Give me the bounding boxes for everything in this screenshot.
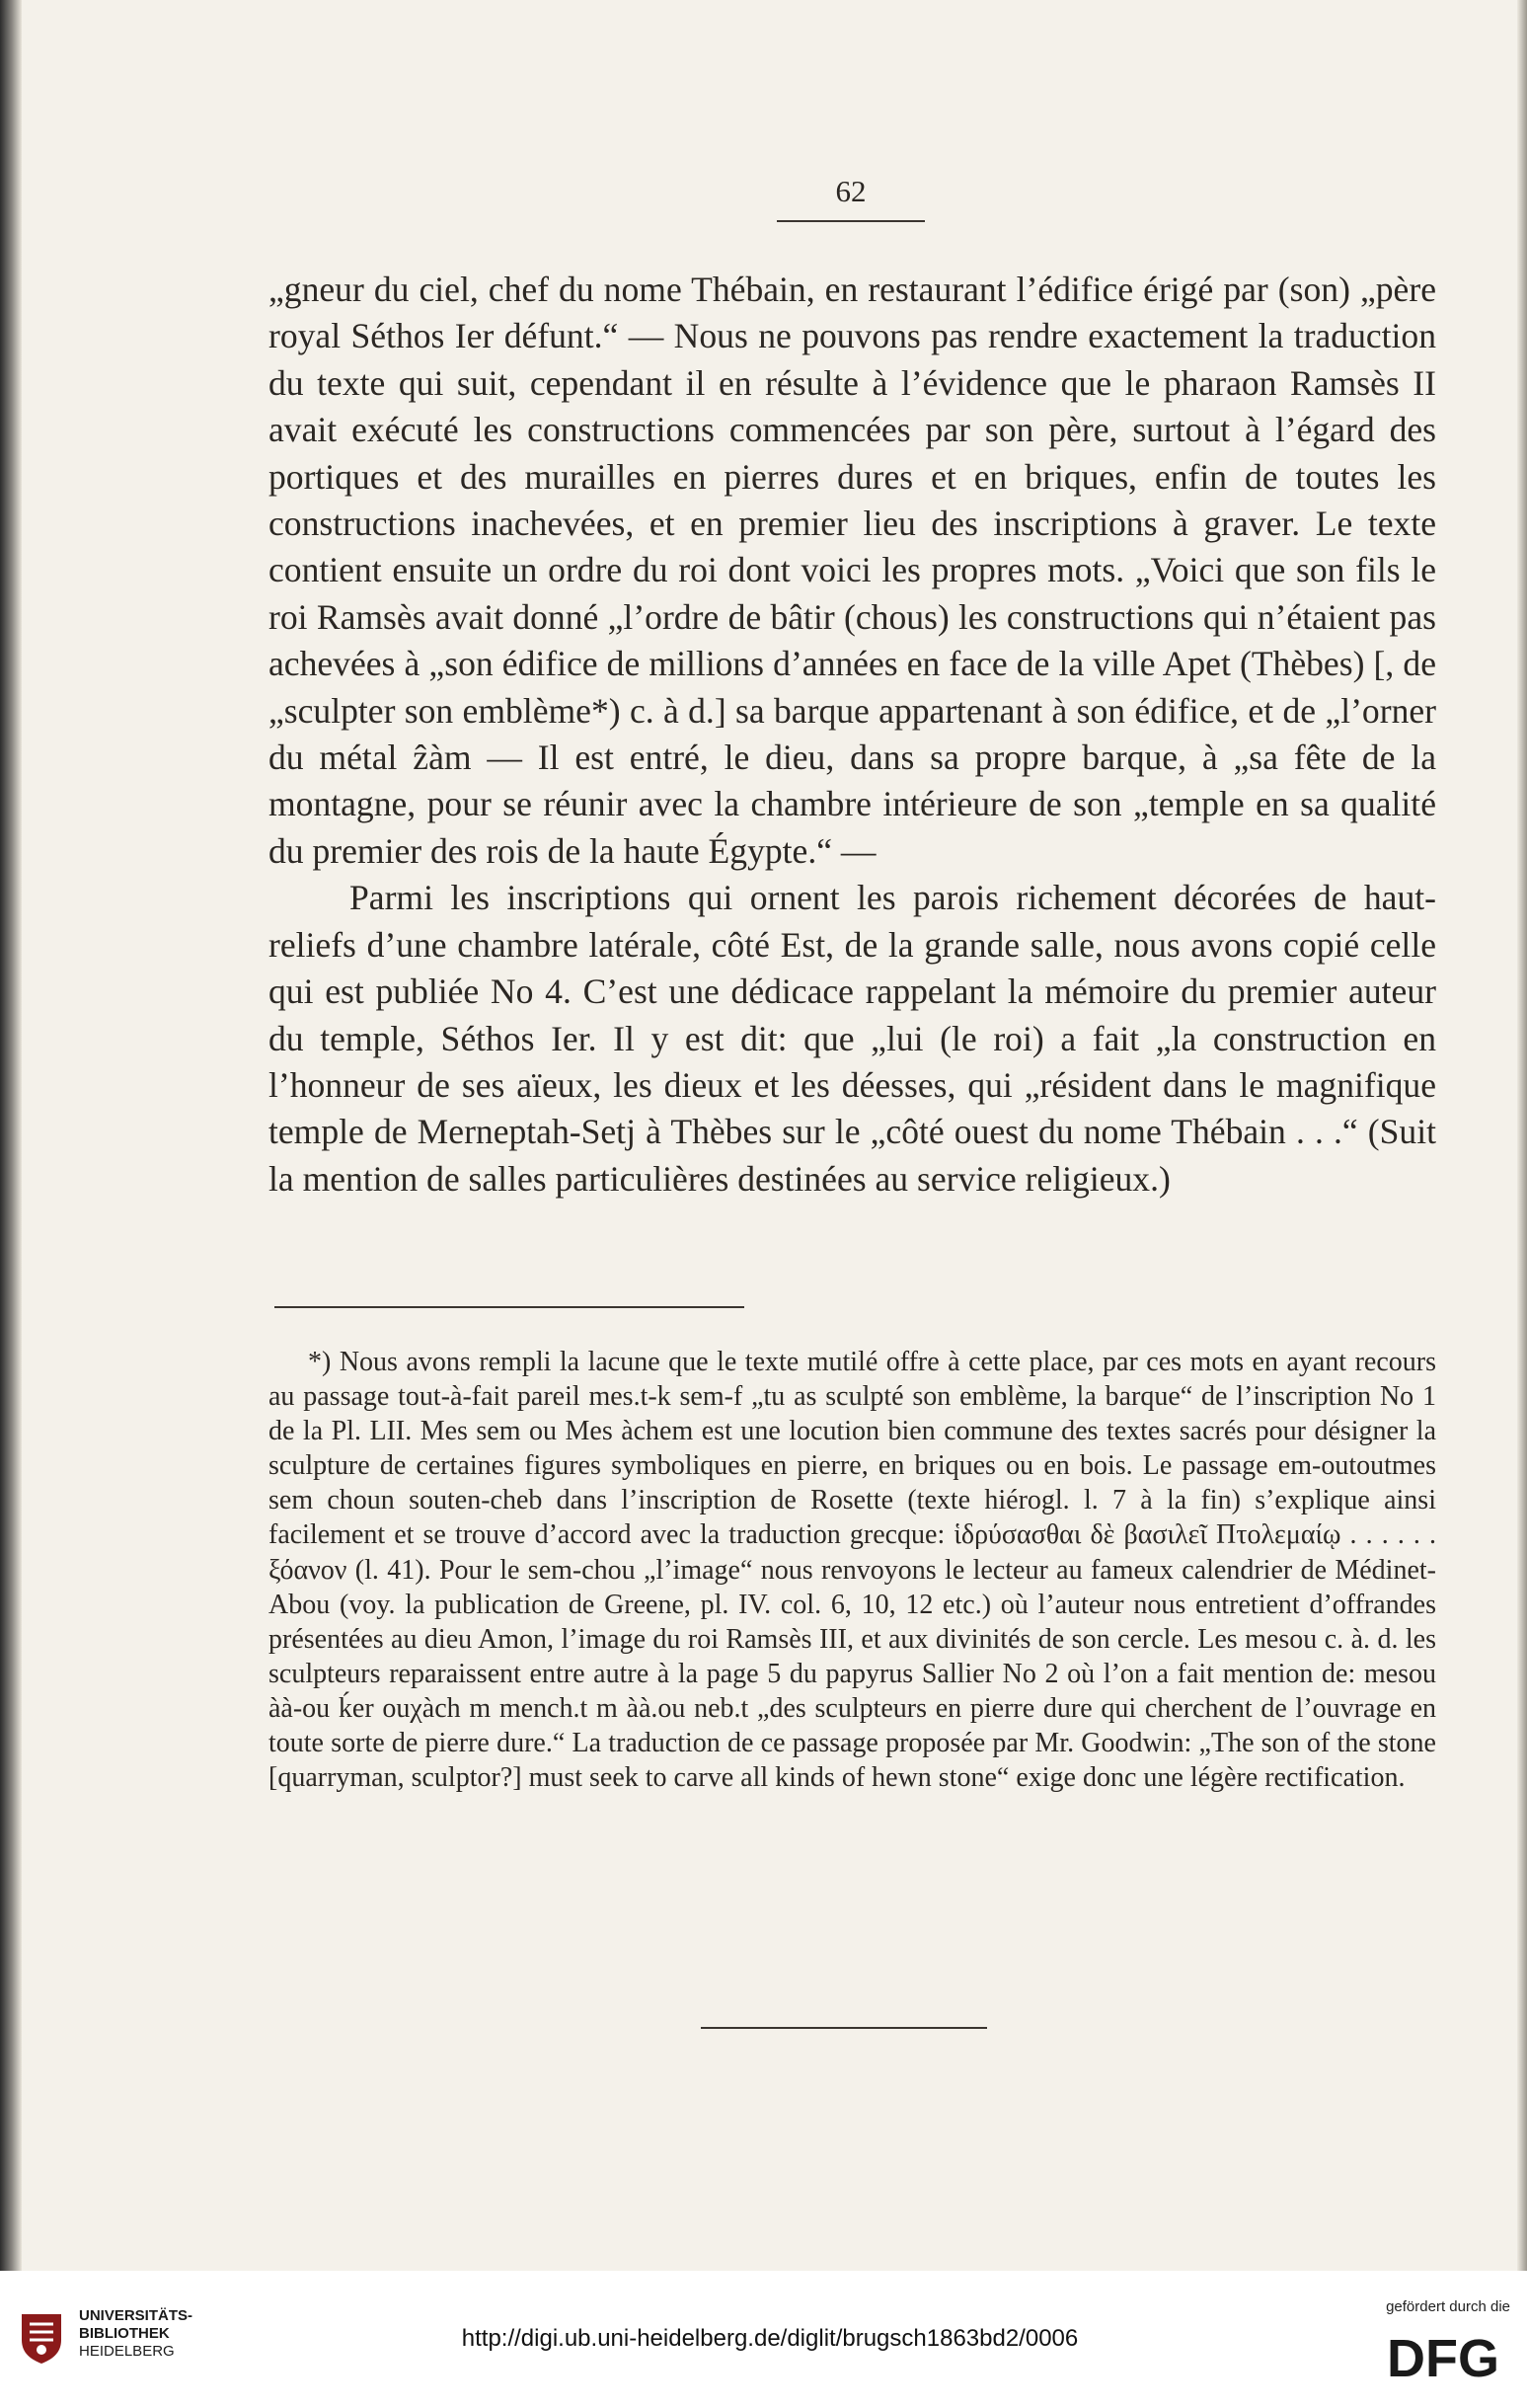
dfg-logo-icon [1377, 2325, 1510, 2384]
paragraph-2: Parmi les inscriptions qui ornent les parois richement décorées de haut-reliefs d’une chambre latérale, côté Est, de la grande salle, nous avons copié celle qui est publiée No 4. C’est une dédicace rappelant la mémoire du premier auteur du temple, Séthos Ier. Il y est dit: que „lui (le roi) a fait „la construction en l’honneur de ses aïeux, les dieux et les déesses, qui „résident dans le magnifique temple de Merneptah-Setj à Thèbes sur le „côté ouest du nome Thébain . . .“ (Suit la mention de salles particulières destinées au service religieux.) [268, 878, 1436, 1199]
funding-label: gefördert durch die [1386, 2298, 1510, 2315]
page-edge-shadow-right [1517, 0, 1527, 2271]
end-rule [701, 2027, 987, 2029]
institution-label [79, 2307, 237, 2361]
institution-line-2: BIBLIOTHEK [79, 2325, 170, 2342]
dfg-logo-text: DFG [1387, 2329, 1499, 2384]
footnote-text: *) Nous avons rempli la lacune que le texte mutilé offre à cette place, par ces mots en ayant recours au passage tout-à-fait pareil mes.t-k sem-f „tu as sculpté son emblème, la barque“ de l’inscription No 1 de la Pl. LII. Mes sem ou Mes àchem est une locution bien commune des textes sacrés pour désigner la sculpture de certaines figures symboliques en pierre, en briques ou en bois. Le passage em-outoutmes sem choun souten-cheb dans l’inscription de Rosette (texte hiérogl. l. 7 à la fin) s’explique ainsi facilement et se trouve d’accord avec la traduction grecque: ἱδρύσασθαι δὲ βασιλεῖ Πτολεμαίῳ . . . . . . ξόανον (l. 41). Pour le sem-chou „l’image“ nous renvoyons le lecteur au fameux calendrier de Médinet-Abou (voy. la publication de Greene, pl. IV. col. 6, 10, 12 etc.) où l’auteur nous entretient d’offrandes présentées au dieu Amon, l’image du roi Ramsès III, et aux divinités de son cercle. Les mesou c. à. d. les sculpteurs reparaissent entre autre à la page 5 du papyrus Sallier No 2 où l’on a fait mention de: mesou àà-ou ḱer ouχàch m mench.t m àà.ou neb.t „des sculpteurs en pierre dure qui cherchent de l’ouvrage en toute sorte de pierre dure.“ La traduction de ce passage proposée par Mr. Goodwin: „The son of the stone [quarryman, sculptor?] must seek to carve all kinds of hewn stone“ exige donc une légère rectification. [268, 1347, 1436, 1794]
page-edge-shadow-left [0, 0, 22, 2271]
page-number: 62 [835, 174, 867, 208]
paragraph-1: „gneur du ciel, chef du nome Thébain, en restaurant l’édifice érigé par (son) „père royal Séthos Ier défunt.“ — Nous ne pouvons pas rendre exactement la traduction du texte qui suit, cependant il en résulte à l’évidence que le pharaon Ramsès II avait exécuté les constructions commencées par son père, surtout à l’égard des portiques et des murailles en pierres dures et en briques, enfin de toutes les constructions inachevées, et en premier lieu des inscriptions à graver. Le texte contient ensuite un ordre du roi dont voici les propres mots. „Voici que son fils le roi Ramsès avait donné „l’ordre de bâtir (chous) les constructions qui n’étaient pas achevées à „son édifice de millions d’années en face de la ville Apet (Thèbes) [, de „sculpter son emblème*) c. à d.] sa barque appartenant à son édifice, et de „l’orner du métal ẑàm — Il est entré, le dieu, dans sa propre barque, à „sa fête de la montagne, pour se réunir avec la chambre intérieure de son „temple en sa qualité du premier des rois de la haute Égypte.“ — [268, 270, 1436, 871]
header-rule [777, 220, 925, 222]
footnote-block [268, 1345, 1436, 1795]
body-text [268, 267, 1436, 1203]
permalink-url[interactable]: http://digi.ub.uni-heidelberg.de/diglit/brugsch1863bd2/0006 [461, 2325, 1079, 2352]
institution-line-1: UNIVERSITÄTS- [79, 2307, 193, 2324]
footnote-separator [274, 1306, 744, 1308]
university-seal-icon [18, 2310, 65, 2366]
institution-line-3: HEIDELBERG [79, 2343, 175, 2360]
